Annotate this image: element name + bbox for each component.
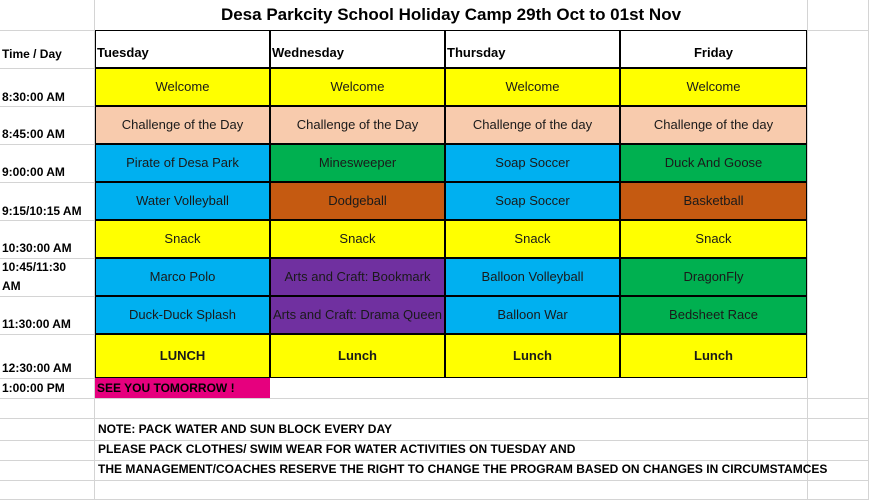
schedule-cell: Arts and Craft: Bookmark (270, 258, 445, 296)
gridline (0, 144, 95, 145)
gridline (807, 0, 808, 500)
schedule-cell: Welcome (95, 68, 270, 106)
note-line: PLEASE PACK CLOTHES/ SWIM WEAR FOR WATER ACTIVITIES ON TUESDAY AND (98, 442, 576, 456)
time-label: 12:30:00 AM (2, 361, 72, 375)
schedule-cell: LUNCH (95, 334, 270, 378)
gridline (0, 68, 95, 69)
gridline (0, 334, 95, 335)
gridline (0, 182, 95, 183)
schedule-cell: Lunch (620, 334, 807, 378)
day-header-wednesday: Wednesday (272, 45, 345, 60)
time-label: 1:00:00 PM (2, 381, 65, 395)
header-border (95, 30, 270, 68)
note-line: THE MANAGEMENT/COACHES RESERVE THE RIGHT TO CHANGE THE PROGRAM BASED ON CHANGES IN CIRCUMSTAMCES (98, 462, 828, 476)
schedule-cell: Duck-Duck Splash (95, 296, 270, 334)
time-label: 11:30:00 AM (2, 317, 71, 331)
schedule-cell: Balloon War (445, 296, 620, 334)
time-label: AM (2, 279, 21, 293)
header-border (620, 30, 807, 68)
note-line: NOTE: PACK WATER AND SUN BLOCK EVERY DAY (98, 422, 393, 436)
gridline (0, 296, 95, 297)
time-label: 9:15/10:15 AM (2, 204, 82, 218)
time-label: 8:30:00 AM (2, 90, 65, 104)
time-label: 8:45:00 AM (2, 127, 65, 141)
schedule-cell: Bedsheet Race (620, 296, 807, 334)
schedule-cell: Lunch (270, 334, 445, 378)
schedule-cell: Basketball (620, 182, 807, 220)
schedule-cell: Balloon Volleyball (445, 258, 620, 296)
gridline (0, 480, 869, 481)
gridline (0, 106, 95, 107)
schedule-cell: Snack (270, 220, 445, 258)
schedule-cell: Challenge of the day (620, 106, 807, 144)
gridline (0, 220, 95, 221)
schedule-cell: Challenge of the day (445, 106, 620, 144)
see-you-tomorrow-banner: SEE YOU TOMORROW ! (95, 378, 270, 398)
time-label: 10:45/11:30 (2, 260, 67, 274)
day-header-thursday: Thursday (447, 45, 506, 60)
header-border (445, 30, 620, 68)
day-header-tuesday: Tuesday (97, 45, 149, 60)
schedule-cell: Lunch (445, 334, 620, 378)
gridline (0, 460, 869, 461)
schedule-cell: Welcome (620, 68, 807, 106)
schedule-cell: Snack (95, 220, 270, 258)
schedule-cell: Soap Soccer (445, 182, 620, 220)
page-title: Desa Parkcity School Holiday Camp 29th Oct to 01st Nov (220, 5, 682, 24)
time-label: 10:30:00 AM (2, 241, 72, 255)
time-day-header: Time / Day (2, 47, 62, 61)
schedule-cell: Duck And Goose (620, 144, 807, 182)
schedule-cell: Marco Polo (95, 258, 270, 296)
schedule-cell: Welcome (445, 68, 620, 106)
schedule-cell: Snack (445, 220, 620, 258)
time-label: 9:00:00 AM (2, 165, 65, 179)
schedule-cell: Challenge of the Day (270, 106, 445, 144)
schedule-cell: Welcome (270, 68, 445, 106)
gridline (0, 398, 869, 399)
schedule-cell: Soap Soccer (445, 144, 620, 182)
day-header-friday: Friday (693, 45, 733, 60)
schedule-cell: Arts and Craft: Drama Queen (270, 296, 445, 334)
gridline (0, 418, 869, 419)
schedule-cell: Water Volleyball (95, 182, 270, 220)
schedule-cell: DragonFly (620, 258, 807, 296)
schedule-cell: Snack (620, 220, 807, 258)
schedule-cell: Challenge of the Day (95, 106, 270, 144)
schedule-cell: Dodgeball (270, 182, 445, 220)
schedule-cell: Minesweeper (270, 144, 445, 182)
schedule-cell: Pirate of Desa Park (95, 144, 270, 182)
header-border (270, 30, 445, 68)
gridline (0, 440, 869, 441)
